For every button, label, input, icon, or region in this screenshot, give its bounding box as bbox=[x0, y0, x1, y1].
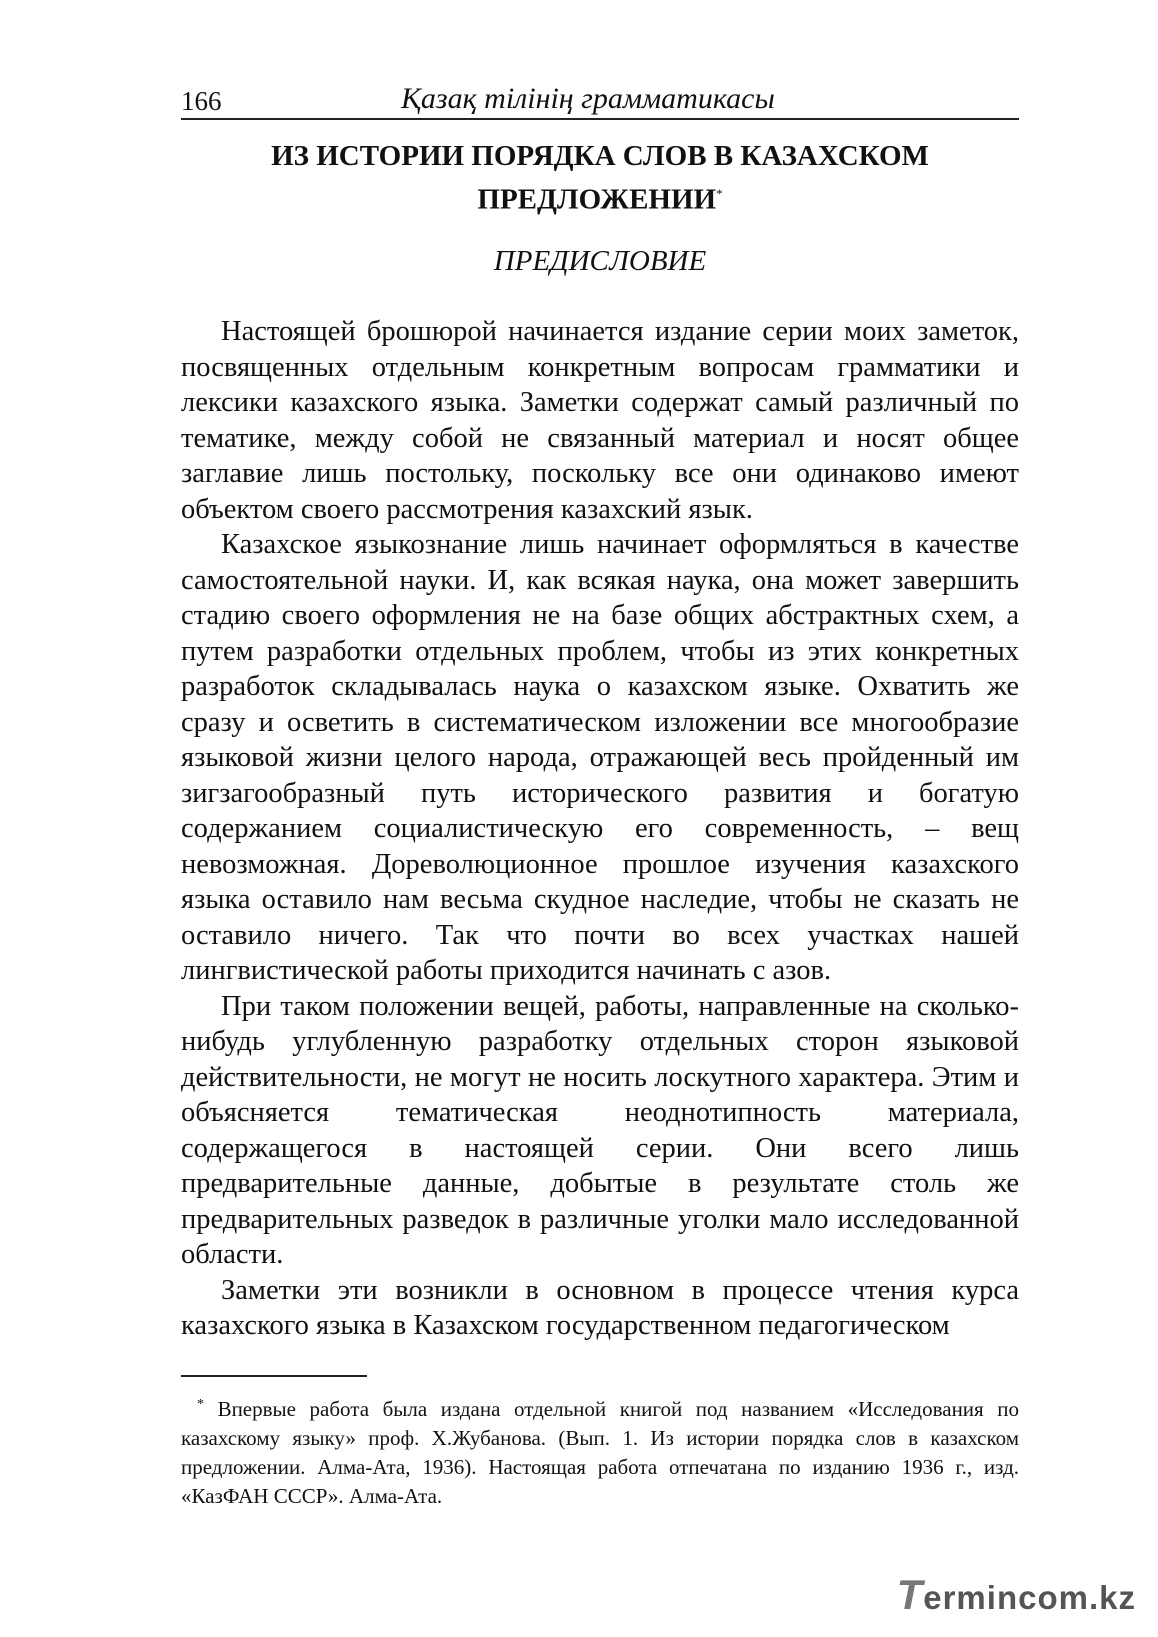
footnote-divider bbox=[181, 1375, 367, 1377]
footnote bbox=[181, 1390, 1019, 1511]
article-title-line-1: ИЗ ИСТОРИИ ПОРЯДКА СЛОВ В КАЗАХСКОМ bbox=[271, 140, 929, 172]
title-footnote-mark: * bbox=[716, 186, 723, 201]
footnote-mark: * bbox=[197, 1397, 204, 1412]
paragraph: Заметки эти возникли в основном в процессе чтения курса казахского языка в Казахском государственном педагогическом bbox=[181, 1274, 1019, 1341]
paragraph: Настоящей брошюрой начинается издание серии моих заметок, посвященных отдельным конкретным вопросам грамматики и лексики казахского языка. Заметки содержат самый различный по тематике, между собой не связанный материал и носят общее заглавие лишь постольку, поскольку все они одинаково имеют объектом своего рассмотрения казахский язык. bbox=[181, 316, 1019, 525]
watermark-rest: erminc bbox=[923, 1579, 1038, 1616]
footnote-paragraph bbox=[181, 1390, 1019, 1511]
footnote-text: Впервые работа была издана отдельной книгой под названием «Исследования по казахскому языку» проф. Х.Жубанова. (Вып. 1. Из истории порядка слов в казахском предложении. Алма-Ата, 1936). Настоящая работа отпечатана по изданию 1936 г., изд. «КазФАН СССР». Алма-Ата. bbox=[181, 1397, 1019, 1508]
watermark-o: o bbox=[1037, 1579, 1059, 1616]
article-title-line-2-text: ПРЕДЛОЖЕНИИ bbox=[477, 183, 717, 216]
watermark-suffix: m.kz bbox=[1058, 1579, 1136, 1616]
page-number: 166 bbox=[181, 86, 222, 116]
body-text bbox=[181, 314, 1019, 1344]
paragraph: Казахское языкознание лишь начинает оформляться в качестве самостоятельной науки. И, как всякая наука, она может завершить стадию своего оформления не на базе общих абстрактных схем, а путем разработки отдельных проблем, чтобы из этих конкретных разработок складывалась наука о казахском языке. Охватить же сразу и осветить в систематическом изложении все многообразие языковой жизни целого народа, отражающей весь пройденный им зигзагообразный путь исторического развития и богатую содержанием социалистическую его современность, – вещ невозможная. Дореволюционное прошлое изучения казахского языка оставило нам весьма скудное наследие, чтобы не сказать не оставило ничего. Так что почти во всех участках нашей лингвистической работы приходится начинать с азов. bbox=[181, 529, 1019, 986]
site-watermark bbox=[897, 1571, 1136, 1619]
paragraph: При таком положении вещей, работы, направленные на сколько-нибудь углубленную разработку отдельных сторон языковой действительности, не могут не носить лоскутного характера. Этим и объясняется тематическая неоднотипность материала, содержащегося в настоящей серии. Они всего лишь предварительные данные, добытые в результате столь же предварительных разведок в различные уголки мало исследованной области. bbox=[181, 990, 1019, 1270]
running-title: Қазақ тілінің грамматикасы bbox=[401, 82, 775, 115]
section-subtitle: ПРЕДИСЛОВИЕ bbox=[493, 245, 707, 277]
watermark-first-letter: T bbox=[896, 1571, 924, 1618]
article-title-line-2 bbox=[181, 175, 1019, 219]
article-title bbox=[181, 138, 1019, 219]
page-header bbox=[181, 82, 1019, 120]
